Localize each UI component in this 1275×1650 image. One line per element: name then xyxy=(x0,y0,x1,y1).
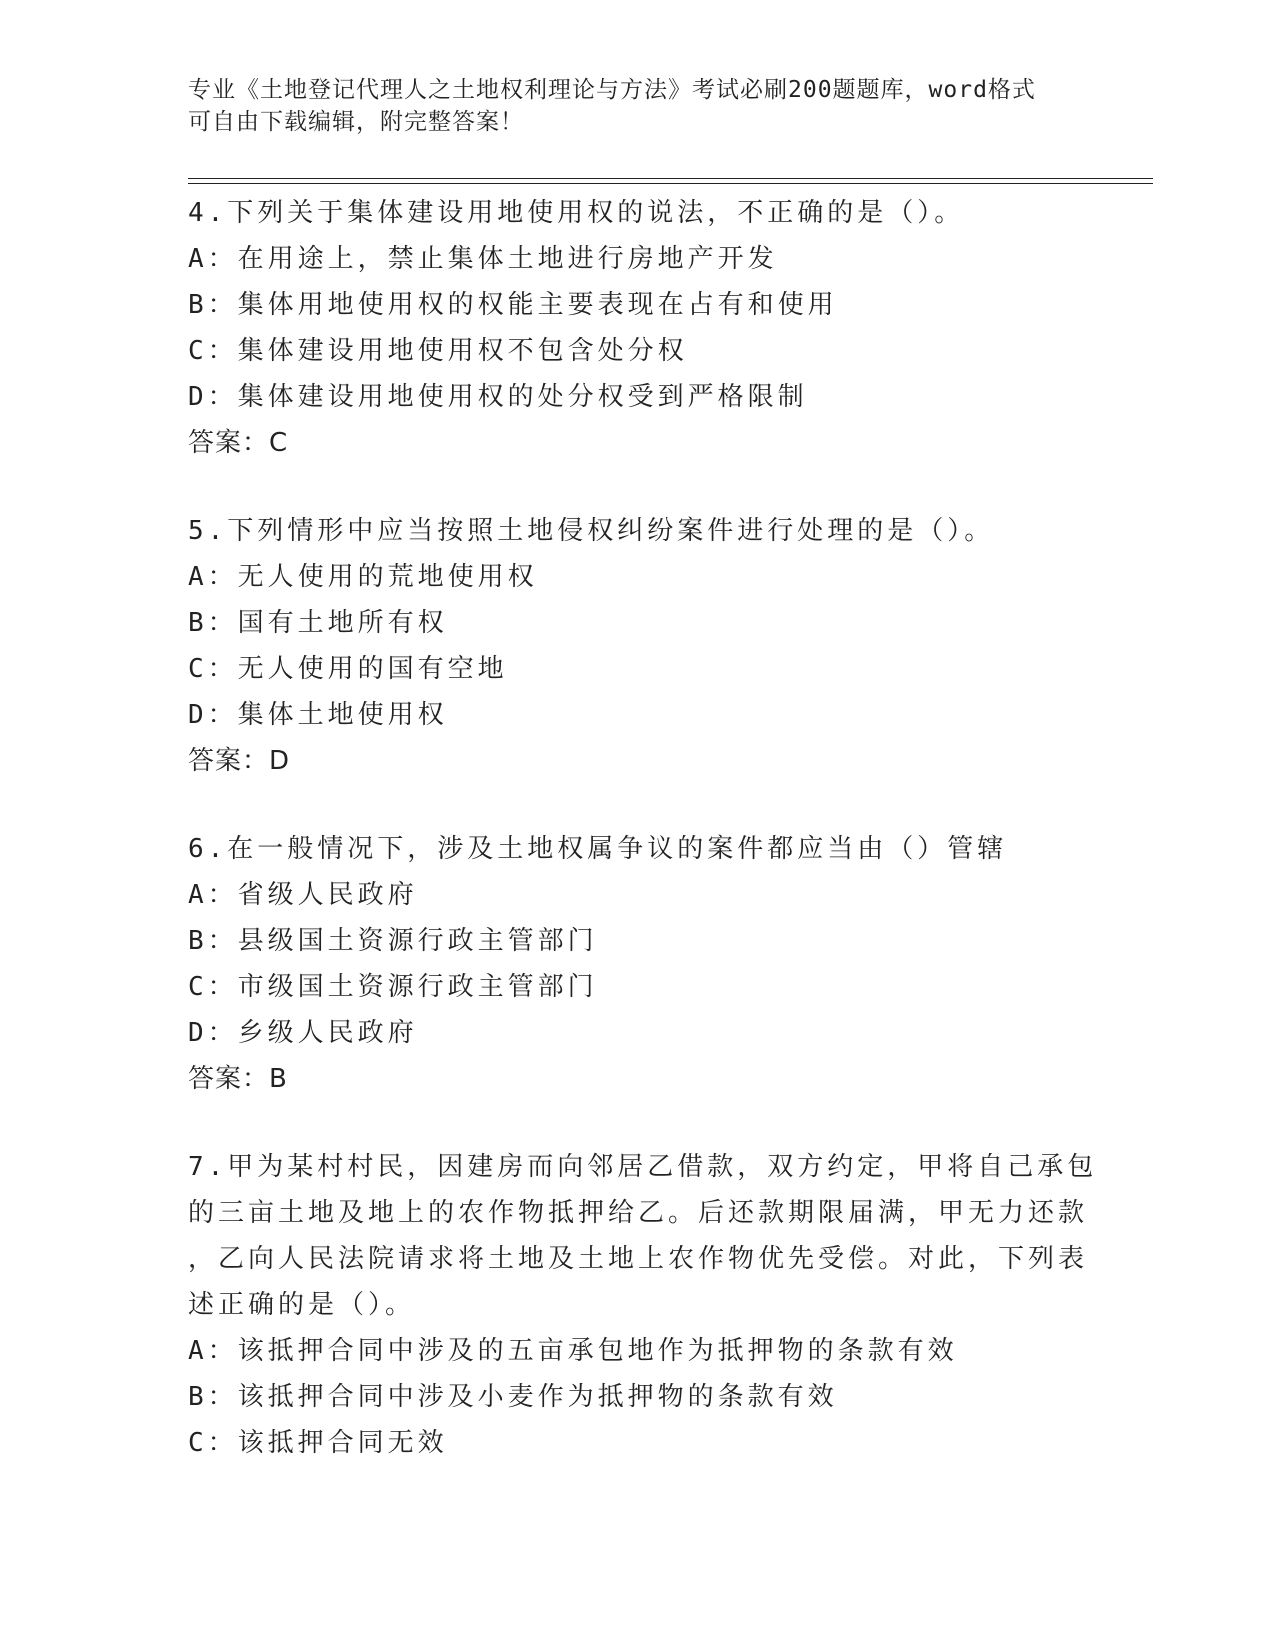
stem-line: 述正确的是（）。 xyxy=(188,1290,416,1320)
stem-line: 5.下列情形中应当按照土地侵权纠纷案件进行处理的是（）。 xyxy=(188,516,995,546)
stem-line: 7.甲为某村村民，因建房而向邻居乙借款，双方约定，甲将自己承包 xyxy=(188,1152,1098,1182)
document-header xyxy=(188,74,1068,138)
header-line-1: 专业《土地登记代理人之土地权利理论与方法》考试必刷200题题库，word格式 xyxy=(188,77,1036,103)
header-line-2: 可自由下载编辑，附完整答案！ xyxy=(188,109,524,135)
option-a: A：在用途上，禁止集体土地进行房地产开发 xyxy=(188,244,778,274)
question-list xyxy=(188,190,1098,1508)
question-4 xyxy=(188,190,1088,466)
header-divider-bottom xyxy=(188,183,1153,184)
option-c: C：市级国土资源行政主管部门 xyxy=(188,972,598,1002)
option-b: B：该抵押合同中涉及小麦作为抵押物的条款有效 xyxy=(188,1382,838,1412)
question-stem xyxy=(188,190,1088,236)
question-stem xyxy=(188,508,1088,554)
question-5 xyxy=(188,508,1088,784)
option-d: D：集体土地使用权 xyxy=(188,700,448,730)
option-b: B：国有土地所有权 xyxy=(188,608,448,638)
option-d: D：集体建设用地使用权的处分权受到严格限制 xyxy=(188,382,808,412)
option-c: C：集体建设用地使用权不包含处分权 xyxy=(188,336,688,366)
option-d: D：乡级人民政府 xyxy=(188,1018,418,1048)
header-divider-top xyxy=(188,178,1153,179)
option-c: C：该抵押合同无效 xyxy=(188,1428,448,1458)
answer-line: 答案：B xyxy=(188,1064,288,1094)
stem-line: 6.在一般情况下，涉及土地权属争议的案件都应当由（）管辖 xyxy=(188,834,1008,864)
option-b: B：集体用地使用权的权能主要表现在占有和使用 xyxy=(188,290,838,320)
option-a: A：无人使用的荒地使用权 xyxy=(188,562,538,592)
question-6 xyxy=(188,826,1088,1102)
question-7 xyxy=(188,1144,1098,1466)
stem-line: ，乙向人民法院请求将土地及土地上农作物优先受偿。对此，下列表 xyxy=(188,1244,1089,1274)
answer-line: 答案：D xyxy=(188,746,291,776)
question-stem xyxy=(188,826,1088,872)
option-a: A：省级人民政府 xyxy=(188,880,418,910)
question-stem xyxy=(188,1144,1098,1328)
answer-line: 答案：C xyxy=(188,428,289,458)
option-a: A：该抵押合同中涉及的五亩承包地作为抵押物的条款有效 xyxy=(188,1336,958,1366)
stem-line: 4.下列关于集体建设用地使用权的说法，不正确的是（）。 xyxy=(188,198,965,228)
stem-line: 的三亩土地及地上的农作物抵押给乙。后还款期限届满，甲无力还款 xyxy=(188,1198,1089,1228)
option-c: C：无人使用的国有空地 xyxy=(188,654,508,684)
option-b: B：县级国土资源行政主管部门 xyxy=(188,926,598,956)
